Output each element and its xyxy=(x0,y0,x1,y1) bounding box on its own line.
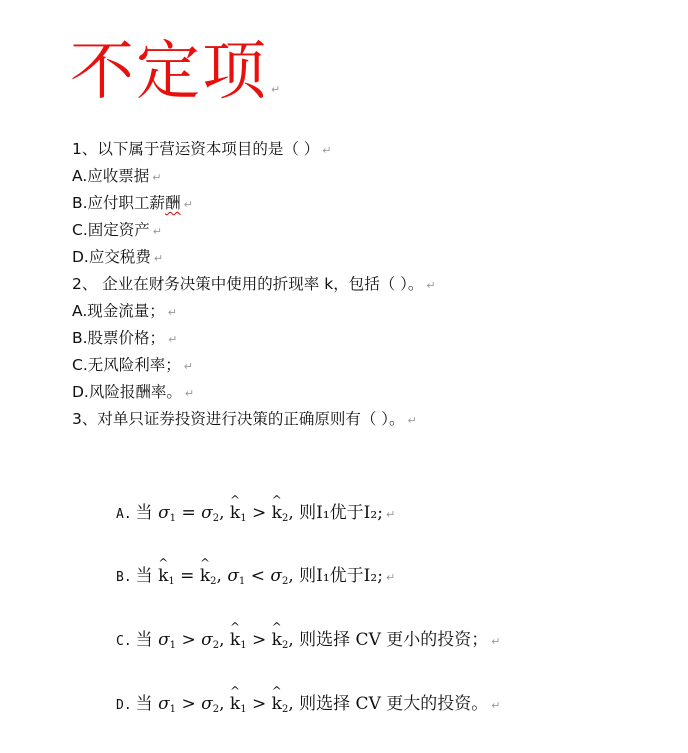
option-text: A.应收票据 xyxy=(72,167,150,185)
option-text: B.股票价格； xyxy=(72,329,166,347)
paragraph-mark-icon: ↵ xyxy=(184,387,195,400)
question-3-option-a: A. 当 $\sigma_1 = \sigma_2$, ^ $k_1$ > ^ $k_2$, 则I₁优于I₂; ↵ xyxy=(116,500,395,532)
question-1-option-b xyxy=(72,192,193,216)
paragraph-mark-icon: ↵ xyxy=(183,360,193,373)
question-2-option-c xyxy=(72,354,193,378)
paragraph-mark-icon: ↵ xyxy=(426,279,436,292)
paragraph-mark-icon: ↵ xyxy=(385,571,396,584)
paragraph-mark-icon: ↵ xyxy=(153,252,164,265)
question-1-option-a xyxy=(72,165,161,189)
option-label: A. xyxy=(116,507,132,522)
paragraph-mark-icon: ↵ xyxy=(491,699,501,712)
paragraph-mark-icon: ↵ xyxy=(407,414,417,427)
option-text: D.应交税费 xyxy=(72,248,151,266)
spellcheck-underlined-word: 酬 xyxy=(165,194,181,212)
option-label: D. xyxy=(116,698,132,713)
paragraph-mark-icon: ↵ xyxy=(385,508,396,521)
paragraph-mark-icon: ↵ xyxy=(168,333,178,346)
option-label: B. xyxy=(116,570,132,585)
paragraph-mark-icon: ↵ xyxy=(152,225,162,238)
page-title xyxy=(70,35,281,109)
paragraph-mark-icon: ↵ xyxy=(167,306,177,319)
question-2-text: 2、 企业在财务决策中使用的折现率 k，包括（ ）。 xyxy=(72,275,424,293)
question-3-stem xyxy=(72,408,417,432)
question-3-option-b: B. 当 ^ $k_1$ = ^ $k_2$, $\sigma_1 < \sigma_2$, 则I₁优于I₂; ↵ xyxy=(116,563,395,595)
option-text: C.固定资产 xyxy=(72,221,150,239)
question-2-option-a xyxy=(72,300,177,324)
paragraph-mark-icon: ↵ xyxy=(322,144,332,157)
formula-text: 则I₁优于I₂; xyxy=(299,503,383,523)
question-2-stem xyxy=(72,273,436,297)
formula-text: 则选择 CV 更大的投资。 xyxy=(299,694,489,714)
question-1-option-c xyxy=(72,219,162,243)
paragraph-mark-icon: ↵ xyxy=(271,83,281,96)
paragraph-mark-icon: ↵ xyxy=(183,198,193,211)
option-text: A.现金流量； xyxy=(72,302,165,320)
question-3-option-d: D. 当 $\sigma_1 > \sigma_2$, ^ $k_1$ > ^ $k_2$, 则选择 CV 更大的投资。 ↵ xyxy=(116,691,500,723)
option-text: D.风险报酬率。 xyxy=(72,383,182,401)
question-1-text: 1、以下属于营运资本项目的是（ ） xyxy=(72,140,320,158)
option-text: B.应付职工薪 xyxy=(72,194,166,212)
option-label: C. xyxy=(116,634,132,649)
question-2-option-d xyxy=(72,381,194,405)
paragraph-mark-icon: ↵ xyxy=(152,171,162,184)
formula-text: 则选择 CV 更小的投资； xyxy=(299,630,489,650)
question-3-option-c: C. 当 $\sigma_1 > \sigma_2$, ^ $k_1$ > ^ $k_2$, 则选择 CV 更小的投资； ↵ xyxy=(116,627,500,659)
question-2-option-b xyxy=(72,327,177,351)
question-3-text: 3、对单只证券投资进行决策的正确原则有（ ）。 xyxy=(72,410,405,428)
option-text: C.无风险利率； xyxy=(72,356,181,374)
title-text: 不定项 xyxy=(70,35,268,109)
question-1-option-d xyxy=(72,246,163,270)
paragraph-mark-icon: ↵ xyxy=(491,635,501,648)
formula-text: 则I₁优于I₂; xyxy=(299,566,383,586)
question-1-stem xyxy=(72,138,332,162)
